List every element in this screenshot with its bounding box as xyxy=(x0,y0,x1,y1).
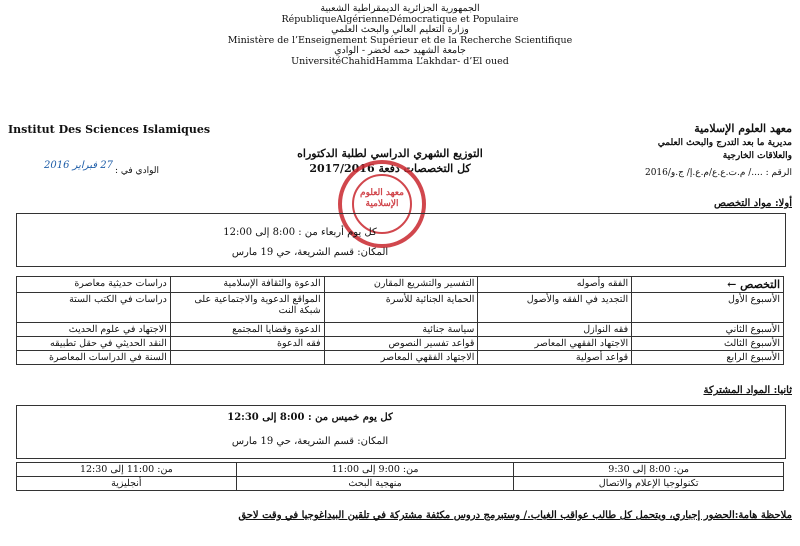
reference-number: الرقم : ..../ م.ت.ع.ع/م.ع.إ/ ج.و/2016 xyxy=(644,168,792,178)
section-1-schedule: كل يوم أربعاء من : 8:00 إلى 12:00 xyxy=(223,227,377,238)
week-label: الأسبوع الثالث xyxy=(632,337,784,351)
table-cell: التجديد في الفقه والأصول xyxy=(478,293,632,323)
header xyxy=(0,4,800,67)
header-line-4: Ministère de l’Enseignement Supérieur et de la Recherche Scientifique xyxy=(227,34,573,46)
week-label: الأسبوع الرابع xyxy=(632,351,784,365)
header-cell: دراسات حديثية معاصرة xyxy=(17,277,171,293)
table-cell: فقه الدعوة xyxy=(170,337,324,351)
table-cell: المواقع الدعوية والاجتماعية على شبكة النت xyxy=(170,293,324,323)
subject-cell: أنجليزية xyxy=(17,477,237,491)
important-note: ملاحظة هامة:الحضور إجباري، ويتحمل كل طالب عواقب الغياب./ وستبرمج دروس مكثفة مشتركة في تلقين البيداغوجيا في وقت لاحق xyxy=(238,510,792,521)
subject-cell: تكنولوجيا الإعلام والاتصال xyxy=(514,477,784,491)
institute-fr: Institut Des Sciences Islamiques xyxy=(8,123,211,136)
section-1-heading: أولا: مواد التخصص xyxy=(714,198,792,209)
time-cell: من: 9:00 إلى 11:00 xyxy=(236,463,514,477)
table-cell: الاجتهاد الفقهي المعاصر xyxy=(324,351,478,365)
table-cell: النقد الحديثي في حقل تطبيقه xyxy=(17,337,171,351)
table-header-row xyxy=(17,277,784,293)
stamp-text: معهد العلوم الإسلامية xyxy=(352,174,412,234)
table-row xyxy=(17,323,784,337)
date-label: الوادي في : xyxy=(115,166,160,176)
time-cell: من: 8:00 إلى 9:30 xyxy=(514,463,784,477)
document-subtitle: كل التخصصات دفعة 2017/2016 xyxy=(309,162,471,175)
institute-ar: معهد العلوم الإسلامية xyxy=(694,122,792,135)
header-line-2: RépubliqueAlgérienneDémocratique et Populaire xyxy=(281,13,519,25)
document-title: التوزيع الشهري الدراسي لطلبة الدكتوراه xyxy=(297,147,483,160)
section-1-schedule-box xyxy=(16,213,786,267)
section-2-schedule: كل يوم خميس من : 8:00 إلى 12:30 xyxy=(227,412,393,423)
table-row xyxy=(17,337,784,351)
table-cell: سياسة جنائية xyxy=(324,323,478,337)
table-cell: دراسات في الكتب الستة xyxy=(17,293,171,323)
table-cell: الاجتهاد الفقهي المعاصر xyxy=(478,337,632,351)
table-cell: السنة في الدراسات المعاصرة xyxy=(17,351,171,365)
header-cell: التفسير والتشريع المقارن xyxy=(324,277,478,293)
week-label: الأسبوع الأول xyxy=(632,293,784,323)
table-row xyxy=(17,293,784,323)
department-line-1: مديرية ما بعد التدرج والبحث العلمي xyxy=(657,138,792,148)
subject-cell: منهجية البحث xyxy=(236,477,514,491)
specialty-timetable xyxy=(16,276,784,365)
table-cell: الحماية الجنائية للأسرة xyxy=(324,293,478,323)
department-line-2: والعلاقات الخارجية xyxy=(722,151,792,161)
date-value: 27 فبراير 2016 xyxy=(44,160,113,171)
header-line-5: جامعة الشهيد حمه لخضر - الوادي xyxy=(334,45,466,56)
header-cell: الدعوة والثقافة الإسلامية xyxy=(170,277,324,293)
table-cell: الدعوة وقضايا المجتمع xyxy=(170,323,324,337)
section-2-place: المكان: قسم الشريعة، حي 19 مارس xyxy=(231,436,389,447)
header-cell: التخصص ← xyxy=(632,277,784,293)
table-cell: فقه النوازل xyxy=(478,323,632,337)
table-row xyxy=(17,463,784,477)
section-2-heading: ثانيا: المواد المشتركة xyxy=(703,385,792,396)
common-subjects-timetable xyxy=(16,462,784,491)
table-row xyxy=(17,477,784,491)
table-cell: قواعد أصولية xyxy=(478,351,632,365)
table-cell xyxy=(170,351,324,365)
header-line-1: الجمهورية الجزائرية الديمقراطية الشعبية xyxy=(320,3,480,14)
week-label: الأسبوع الثاني xyxy=(632,323,784,337)
time-cell: من: 11:00 إلى 12:30 xyxy=(17,463,237,477)
table-cell: الاجتهاد في علوم الحديث xyxy=(17,323,171,337)
table-cell: قواعد تفسير النصوص xyxy=(324,337,478,351)
header-cell: الفقه وأصوله xyxy=(478,277,632,293)
header-line-3: وزارة التعليم العالي والبحث العلمي xyxy=(331,24,469,35)
table-row xyxy=(17,351,784,365)
section-1-place: المكان: قسم الشريعة، حي 19 مارس xyxy=(231,247,389,258)
header-line-6: UniversitéChahidHamma L’akhdar- d’El oued xyxy=(291,55,509,67)
